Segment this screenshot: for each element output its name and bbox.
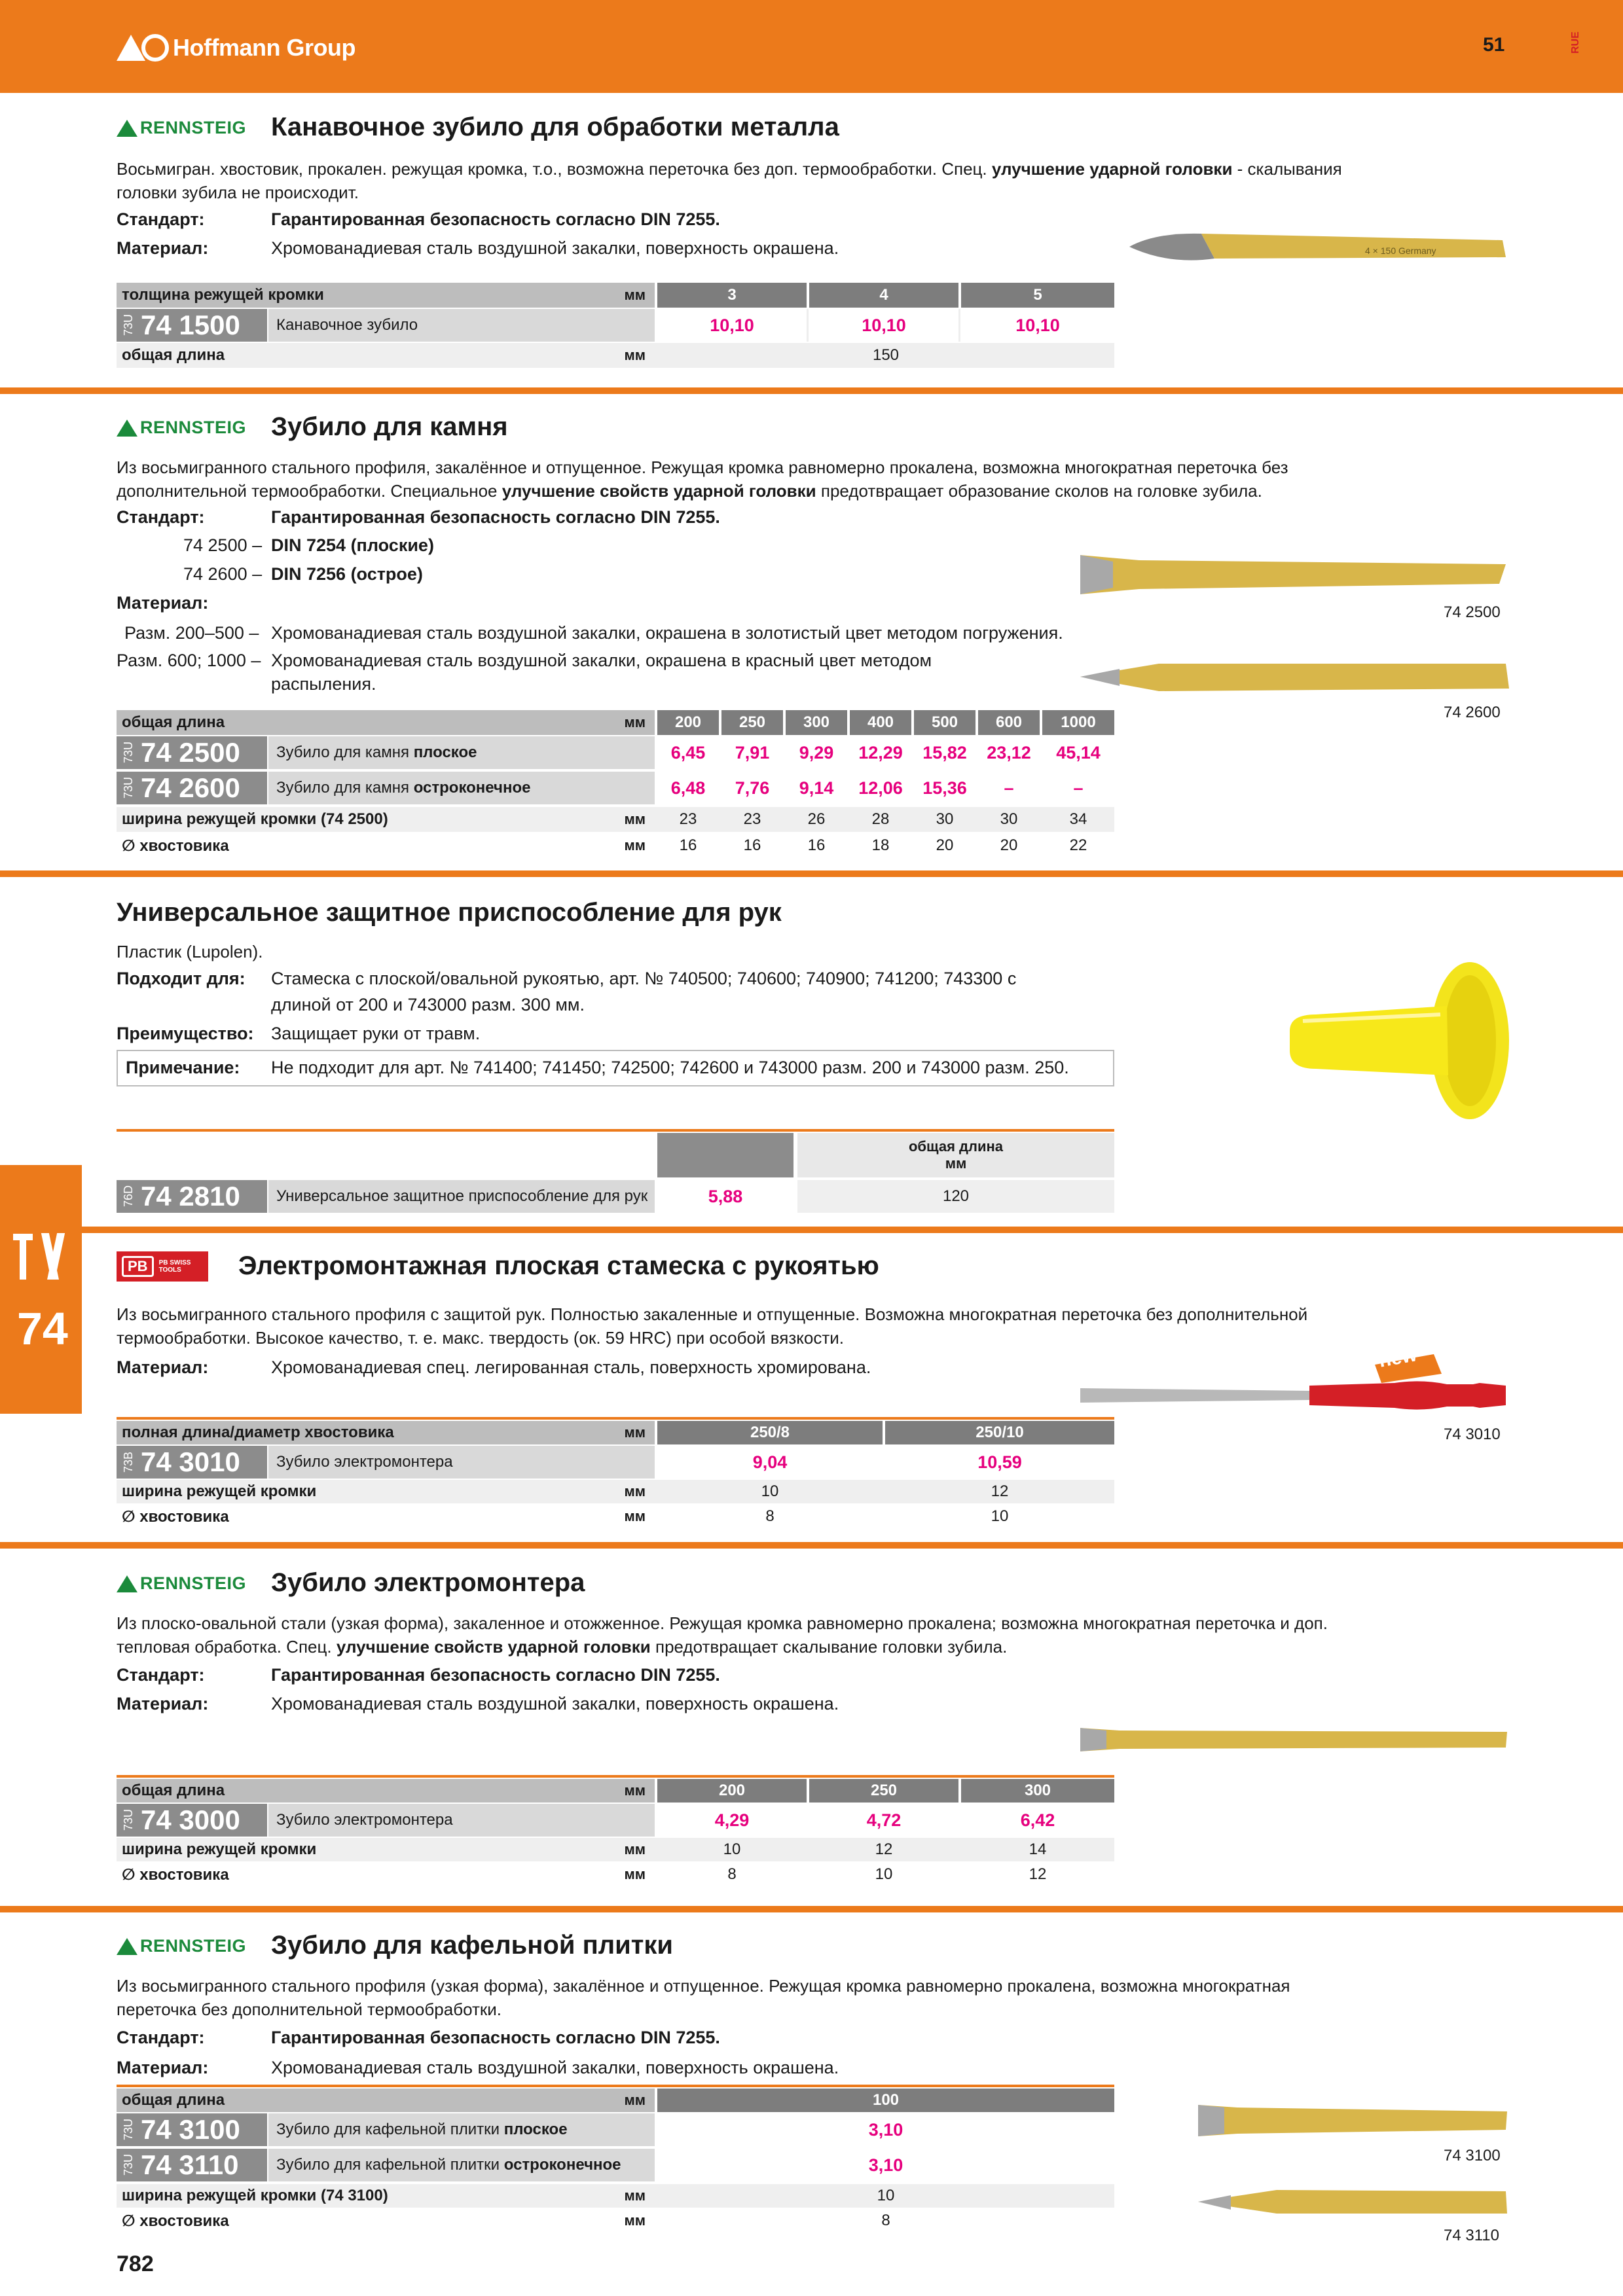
standard-din: DIN 7256 (острое) (271, 564, 423, 584)
brand-name: Hoffmann Group (173, 34, 356, 61)
article-number (117, 772, 267, 804)
product-name-bold: плоское (413, 744, 477, 761)
price-cell[interactable]: 7,76 (735, 778, 770, 798)
desc-part: переточка без дополнительной термообработки. (117, 2000, 502, 2019)
article-number (117, 1180, 267, 1213)
article-number (117, 309, 267, 342)
unit-label: мм (624, 837, 646, 853)
material-value: Хромованадиевая сталь воздушной закалки, поверхность окрашена. (271, 1694, 839, 1713)
note-box (117, 1050, 1114, 1086)
brand-label: RENNSTEIG (140, 1936, 247, 1956)
hand-guard-image (1277, 959, 1532, 1122)
section-divider (0, 870, 1623, 877)
standard-label: Стандарт: (117, 507, 205, 527)
fit-label: Подходит для: (117, 969, 246, 988)
orange-rule (117, 1129, 1114, 1132)
chapter-number: 74 (17, 1303, 68, 1354)
section-description (117, 157, 1498, 204)
standard-label: Стандарт: (117, 209, 205, 229)
standard-value: Гарантированная безопасность согласно DIN 7255. (271, 209, 720, 229)
rennsteig-logo (117, 118, 246, 138)
table-row (117, 343, 1114, 368)
value-cell: 16 (743, 836, 761, 854)
article-code: 74 2600 (141, 772, 240, 803)
col-header: 300 (961, 1779, 1114, 1803)
col-header-empty (657, 1133, 793, 1177)
section-description (117, 456, 1504, 503)
section-title: Электромонтажная плоская стамеска с рукоятью (238, 1251, 879, 1280)
header-label (117, 710, 655, 735)
header-label (117, 283, 655, 308)
price-cell[interactable]: – (1004, 778, 1014, 798)
section-description (117, 1302, 1504, 1350)
standard-article: 74 2500 – (183, 535, 263, 555)
material-label: Материал: (117, 593, 209, 613)
header-label-text: общая длина (122, 2091, 225, 2109)
price-cell[interactable]: 10,59 (977, 1452, 1022, 1472)
orange-rule (117, 1775, 1114, 1778)
article-group: 73U (122, 2154, 135, 2176)
chapter-tab (0, 1165, 82, 1414)
section-title: Зубило для кафельной плитки (271, 1931, 673, 1960)
col-header: 4 (809, 283, 958, 308)
orange-rule (117, 2085, 1114, 2087)
col-header: 400 (850, 710, 911, 735)
product-name-bold: остроконечное (413, 779, 531, 797)
new-badge: new (1377, 1344, 1419, 1372)
value-cell: 10 (877, 2187, 895, 2204)
standard-label: Стандарт: (117, 1665, 205, 1685)
price-cell[interactable]: 7,91 (735, 742, 770, 762)
pb-logo-mark: PB (122, 1256, 154, 1277)
article-group: 76D (122, 1185, 135, 1208)
col-header: 250 (721, 710, 783, 735)
article-code: 74 2500 (141, 737, 240, 768)
section-description (117, 1974, 1504, 2021)
table-header-row (117, 2089, 1114, 2112)
product-name-part: Зубило для камня (276, 779, 410, 797)
article-number (117, 736, 267, 769)
row-label (117, 1838, 655, 1861)
standard-label: Стандарт: (117, 2028, 205, 2047)
product-name (268, 2113, 655, 2146)
price-cell[interactable]: 3,10 (868, 2155, 903, 2175)
standard-article: 74 2600 – (183, 564, 263, 584)
desc-part: дополнительной термообработки. Специальное (117, 481, 502, 501)
section-title: Зубило электромонтера (271, 1568, 585, 1597)
pointed-tile-chisel-image (1198, 2186, 1512, 2219)
price-cell[interactable]: 12,29 (858, 742, 903, 762)
desc-part: тепловая обработка. Спец. (117, 1637, 337, 1657)
row-label (117, 343, 655, 368)
desc-part: - скалывания (1232, 159, 1342, 179)
pointed-stone-chisel-image (1080, 655, 1512, 700)
price-cell[interactable]: 10,10 (657, 309, 809, 342)
col-header: 600 (978, 710, 1040, 735)
section-divider (0, 1906, 1623, 1912)
desc-part: предотвращает образование сколов на головке зубила. (816, 481, 1262, 501)
tool-engraving: 4 × 150 Germany (1365, 245, 1436, 256)
section-title: Зубило для камня (271, 412, 508, 441)
rennsteig-icon (117, 1575, 137, 1592)
groove-chisel-image (1129, 226, 1509, 272)
material-label: Материал: (117, 238, 209, 258)
desc-part: Из плоско-овальной стали (узкая форма), закаленное и отожженное. Режущая кромка равномерно прокалена; возможна многократная переточка и доп. (117, 1613, 1328, 1633)
tab-shape (0, 1165, 82, 1414)
row-label-text: общая длина (122, 346, 225, 364)
pb-swiss-tools-logo (117, 1251, 208, 1282)
product-name-part: Зубило для кафельной плитки (276, 2121, 500, 2138)
value-cell: 16 (807, 836, 826, 854)
product-name-part: Зубило для кафельной плитки (276, 2156, 500, 2174)
advantage-value: Защищает руки от травм. (271, 1024, 481, 1043)
material-size: Разм. 200–500 – (124, 623, 259, 643)
electrician-chisel-with-handle-image (1080, 1345, 1512, 1424)
row-label-text: ширина режущей кромки (122, 1482, 317, 1500)
unit-label: мм (624, 1424, 646, 1441)
table-row[interactable] (117, 2113, 1114, 2146)
col-header: 500 (914, 710, 976, 735)
table-row[interactable] (117, 772, 1114, 804)
table-row (117, 1863, 1114, 1886)
material-value: распыления. (271, 674, 376, 694)
brand-label: RENNSTEIG (140, 118, 247, 137)
fit-value: длиной от 200 и 743000 разм. 300 мм. (271, 995, 585, 1014)
article-number (117, 1446, 267, 1479)
product-name (268, 772, 655, 804)
row-label (117, 807, 655, 832)
product-name: Зубило электромонтера (268, 1446, 655, 1479)
price-cell[interactable]: 10,10 (1015, 315, 1060, 335)
footer-page-number: 782 (117, 2251, 154, 2276)
col-header: 200 (657, 1779, 807, 1803)
value-cell: 8 (881, 2212, 890, 2229)
header-label (117, 1421, 655, 1444)
fit-value: Стамеска с плоской/овальной рукоятью, арт. № 740500; 740600; 740900; 741200; 743300 с (271, 969, 1017, 988)
header-label-text: общая длина (122, 713, 225, 731)
value-cell: 26 (807, 810, 826, 828)
length-value: 150 (872, 346, 900, 364)
price-cell[interactable]: 45,14 (1056, 742, 1101, 762)
product-name (268, 736, 655, 769)
value-cell: 8 (765, 1507, 775, 1525)
material-value: Хромованадиевая сталь воздушной закалки, окрашена в красный цвет методом (271, 651, 932, 670)
price-cell[interactable]: 5,88 (708, 1186, 743, 1206)
orange-rule (117, 1417, 1114, 1420)
material-value: Хромованадиевая сталь воздушной закалки, окрашена в золотистый цвет методом погружения. (271, 623, 1063, 643)
value-cell: 14 (1029, 1840, 1047, 1858)
price-cell[interactable]: 6,45 (670, 742, 706, 762)
desc-part: Восьмигран. хвостовик, прокален. режущая кромка, т.о., возможна переточка без доп. термообработки. Спец. (117, 159, 992, 179)
article-code: 74 1500 (141, 310, 240, 340)
page-number: 51 (1483, 34, 1505, 56)
table-row (117, 807, 1114, 832)
advantage-label: Преимущество: (117, 1024, 254, 1043)
material-label: Материал: (117, 2058, 209, 2077)
table-row[interactable] (117, 736, 1114, 769)
material-label: Материал: (117, 1357, 209, 1377)
price-cell[interactable]: 9,14 (799, 778, 834, 798)
value-cell: 30 (936, 810, 954, 828)
table-header-row (117, 283, 1114, 308)
language-tag: RUE (1570, 31, 1581, 54)
article-code: 74 2810 (141, 1181, 240, 1211)
product-table-743000 (117, 1775, 1114, 1893)
article-group: 73B (122, 1451, 135, 1473)
header-label-text: толщина режущей кромки (122, 286, 324, 304)
price-cell[interactable]: 15,36 (922, 778, 967, 798)
product-table-742810 (117, 1129, 1114, 1214)
product-table-741500 (117, 283, 1114, 371)
material-value: Хромованадиевая сталь воздушной закалки, поверхность окрашена. (271, 238, 839, 258)
article-number (117, 2149, 267, 2181)
desc-bold: улучшение свойств ударной головки (336, 1637, 651, 1657)
desc-bold: улучшение ударной головки (991, 159, 1233, 179)
section-description: Пластик (Lupolen). (117, 942, 263, 961)
tool-label: 74 2500 (1444, 603, 1501, 621)
rennsteig-logo (117, 1573, 246, 1594)
row-label (117, 1505, 655, 1528)
standard-din: DIN 7254 (плоские) (271, 535, 434, 555)
col-header: 250 (809, 1779, 958, 1803)
price-cell[interactable]: 9,29 (799, 742, 834, 762)
value-cell: 12 (1029, 1865, 1047, 1883)
col-header: 200 (657, 710, 719, 735)
note-value: Не подходит для арт. № 741400; 741450; 742500; 742600 и 743000 разм. 200 и 743000 разм. 250. (271, 1058, 1069, 1077)
desc-part: термообработки. Высокое качество, т. е. макс. твердость (ок. 59 HRC) при особой вязкости. (117, 1328, 845, 1348)
table-header-row (117, 1421, 1114, 1444)
table-row (117, 833, 1114, 858)
value-cell: 10 (991, 1507, 1009, 1525)
value-cell: 10 (723, 1840, 741, 1858)
tool-label: 74 3110 (1444, 2227, 1499, 2244)
col-header: 250/8 (657, 1421, 883, 1444)
section-divider (0, 387, 1623, 394)
tool-label: 74 3100 (1444, 2147, 1501, 2164)
product-name-bold: плоское (503, 2121, 568, 2138)
value-cell: 20 (936, 836, 954, 854)
rennsteig-logo (117, 418, 246, 438)
row-label-text: ширина режущей кромки (74 3100) (122, 2187, 388, 2204)
value-cell: 8 (727, 1865, 737, 1883)
table-row (117, 2209, 1114, 2233)
unit-label: мм (624, 1483, 646, 1499)
price-cell[interactable]: 15,82 (922, 742, 967, 762)
product-name-bold: остроконечное (503, 2156, 621, 2174)
product-name: Зубило электромонтера (268, 1804, 655, 1837)
value-cell: 18 (871, 836, 890, 854)
brand-logo (117, 34, 356, 62)
value-cell: 12 (875, 1840, 893, 1858)
row-label-text: ширина режущей кромки (74 2500) (122, 810, 388, 828)
product-name: Канавочное зубило (268, 309, 655, 342)
row-label (117, 2184, 655, 2208)
unit-label: мм (624, 287, 646, 303)
price-cell[interactable]: – (1073, 778, 1084, 798)
value-cell: 22 (1069, 836, 1087, 854)
table-row[interactable] (117, 1446, 1114, 1479)
header-label (117, 2089, 655, 2112)
brand-label: RENNSTEIG (140, 1573, 247, 1593)
article-number (117, 2113, 267, 2146)
section-title: Универсальное защитное приспособление для рук (117, 898, 782, 927)
standard-value: Гарантированная безопасность согласно DIN 7255. (271, 2028, 720, 2047)
unit-label: мм (624, 347, 646, 363)
table-row (117, 1505, 1114, 1528)
price-cell[interactable]: 9,04 (752, 1452, 788, 1472)
row-label-text: ∅ хвостовика (122, 836, 229, 855)
price-cell[interactable]: 4,29 (714, 1810, 750, 1830)
col-header: 1000 (1042, 710, 1114, 735)
article-group: 73U (122, 1809, 135, 1831)
col-header: 300 (786, 710, 847, 735)
article-code: 74 3110 (141, 2149, 239, 2180)
product-table-743100 (117, 2085, 1114, 2242)
section-title: Канавочное зубило для обработки металла (271, 113, 839, 141)
row-label-text: ширина режущей кромки (122, 1840, 317, 1858)
unit-label: мм (624, 714, 646, 730)
unit-label: мм (624, 2212, 646, 2229)
row-label (117, 1863, 655, 1886)
price-cell[interactable]: 4,72 (866, 1810, 902, 1830)
price-cell[interactable]: 23,12 (987, 742, 1031, 762)
row-label (117, 2209, 655, 2233)
table-row[interactable] (117, 1804, 1114, 1837)
standard-value: Гарантированная безопасность согласно DIN 7255. (271, 1665, 720, 1685)
article-group: 73U (122, 314, 135, 336)
desc-bold: улучшение свойств ударной головки (501, 481, 816, 501)
price-cell[interactable]: 12,06 (858, 778, 903, 798)
unit-label: мм (624, 1782, 646, 1799)
value-cell: 34 (1069, 810, 1087, 828)
product-table-743010 (117, 1417, 1114, 1532)
article-group: 73U (122, 777, 135, 799)
desc-part: Из восьмигранного стального профиля с защитой рук. Полностью закаленные и отпущенные. Возможна многократная переточка без дополнительной (117, 1304, 1308, 1324)
value-cell: 23 (743, 810, 761, 828)
unit-label: мм (624, 2092, 646, 2108)
section-divider (0, 1542, 1623, 1549)
article-code: 74 3000 (141, 1804, 240, 1835)
product-name: Универсальное защитное приспособление для рук (268, 1180, 655, 1213)
row-label-text: ∅ хвостовика (122, 1507, 229, 1526)
table-row (117, 1838, 1114, 1861)
price-cell[interactable]: 3,10 (868, 2119, 903, 2140)
header-label-text: общая длина (122, 1782, 225, 1799)
product-name-part: Зубило для камня (276, 744, 410, 761)
unit-label: мм (624, 1841, 646, 1857)
product-name (268, 2149, 655, 2181)
desc-part: Из восьмигранного стального профиля, закалённое и отпущенное. Режущая кромка равномерно прокалена, возможна многократная переточка без (117, 457, 1288, 477)
article-code: 74 3010 (141, 1446, 240, 1477)
value-cell: 23 (679, 810, 697, 828)
article-code: 74 3100 (141, 2114, 240, 2145)
rennsteig-icon (117, 120, 137, 137)
article-group: 73U (122, 2119, 135, 2141)
length-value: 120 (797, 1180, 1114, 1213)
unit-label: мм (624, 2187, 646, 2204)
value-cell: 10 (875, 1865, 893, 1883)
row-label-text: ∅ хвостовика (122, 1865, 229, 1884)
table-row[interactable] (117, 2149, 1114, 2181)
product-table-742500 (117, 710, 1114, 861)
table-row[interactable] (117, 1180, 1114, 1213)
value-cell: 20 (1000, 836, 1018, 854)
value-cell: 10 (761, 1482, 779, 1500)
price-cell[interactable]: 6,42 (1020, 1810, 1055, 1830)
table-row (117, 2184, 1114, 2208)
row-label (117, 1480, 655, 1503)
rennsteig-logo (117, 1936, 246, 1956)
price-cell[interactable]: 10,10 (809, 309, 960, 342)
tool-label: 74 3010 (1444, 1426, 1501, 1443)
flat-stone-chisel-image (1080, 550, 1512, 600)
col-header-unit: мм (945, 1155, 967, 1172)
table-header-row (117, 1779, 1114, 1803)
unit-label: мм (624, 811, 646, 827)
material-label: Материал: (117, 1694, 209, 1713)
col-header: 5 (961, 283, 1114, 308)
rennsteig-icon (117, 1938, 137, 1955)
col-header (797, 1133, 1114, 1177)
standard-value: Гарантированная безопасность согласно DIN 7255. (271, 507, 720, 527)
header-label-text: полная длина/диаметр хвостовика (122, 1424, 394, 1441)
brand-label: PB SWISS TOOLS (158, 1259, 191, 1274)
brand-label: RENNSTEIG (140, 418, 247, 437)
value-cell: 28 (871, 810, 890, 828)
value-cell: 30 (1000, 810, 1018, 828)
table-header-row (117, 710, 1114, 735)
flat-tile-chisel-image (1198, 2101, 1512, 2140)
row-label-text: ∅ хвостовика (122, 2212, 229, 2230)
col-header: 3 (657, 283, 807, 308)
article-number (117, 1804, 267, 1837)
logo-ring-icon (141, 34, 169, 62)
desc-part: Из восьмигранного стального профиля (узкая форма), закалённое и отпущенное. Режущая кромка равномерно прокалена, возможна многократная (117, 1976, 1290, 1996)
electrician-chisel-image (1080, 1721, 1512, 1761)
table-row (117, 1480, 1114, 1503)
row-label (117, 833, 655, 858)
value-cell: 16 (679, 836, 697, 854)
desc-part: предотвращает скалывание головки зубила. (650, 1637, 1008, 1657)
col-header: 250/10 (885, 1421, 1114, 1444)
article-group: 73U (122, 742, 135, 764)
material-value: Хромованадиевая спец. легированная сталь, поверхность хромирована. (271, 1357, 871, 1377)
material-size: Разм. 600; 1000 – (117, 651, 261, 670)
material-value: Хромованадиевая сталь воздушной закалки, поверхность окрашена. (271, 2058, 839, 2077)
tool-label: 74 2600 (1444, 704, 1501, 721)
note-label: Примечание: (126, 1058, 240, 1077)
section-description (117, 1611, 1504, 1659)
section-divider (0, 1227, 1623, 1233)
col-header: 100 (657, 2089, 1114, 2112)
col-header-text: общая длина (908, 1138, 1004, 1155)
table-row[interactable] (117, 309, 1114, 342)
unit-label: мм (624, 1866, 646, 1882)
rennsteig-icon (117, 420, 137, 437)
unit-label: мм (624, 1508, 646, 1524)
value-cell: 12 (991, 1482, 1009, 1500)
header-label (117, 1779, 655, 1803)
desc-part: головки зубила не происходит. (117, 183, 359, 202)
price-cell[interactable]: 6,48 (670, 778, 706, 798)
